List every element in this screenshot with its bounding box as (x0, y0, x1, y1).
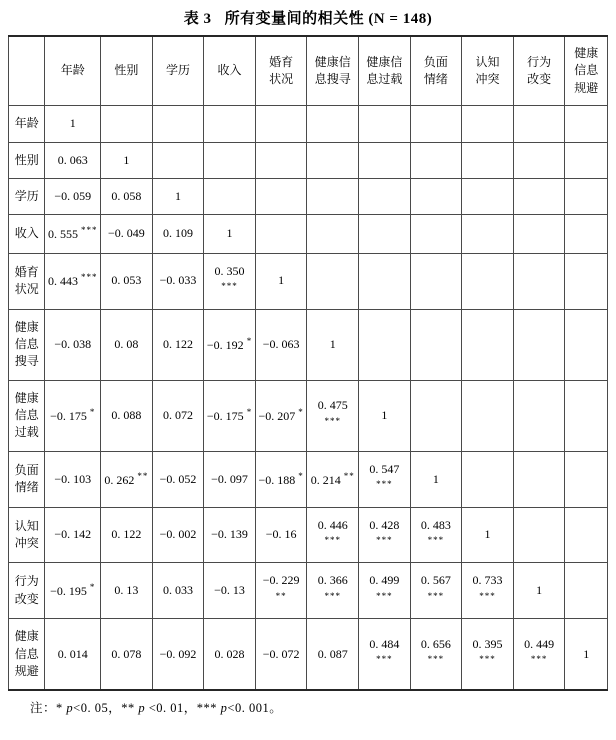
col-header-health-info-overload: 健康信 息过载 (359, 36, 411, 106)
empty-cell (307, 178, 359, 214)
col-header-cognitive-conflict: 认知 冲突 (462, 36, 514, 106)
row-header-cognitive-conflict: 认知 冲突 (9, 507, 45, 563)
significance-stars: *** (376, 654, 393, 665)
correlation-cell: 0. 053 (101, 253, 153, 309)
empty-cell (204, 178, 256, 214)
significance-stars: *** (376, 479, 393, 490)
correlation-cell: 0. 088 (101, 380, 153, 451)
row-header-health-info-seeking: 健康 信息 搜寻 (9, 309, 45, 380)
correlation-cell: −0. 033 (152, 253, 204, 309)
significance-stars: * (298, 407, 304, 418)
correlation-cell: −0. 188 * (255, 451, 307, 507)
row-header-education: 学历 (9, 178, 45, 214)
diagonal-cell: 1 (462, 507, 514, 563)
correlation-cell: 0. 484 *** (359, 619, 411, 691)
empty-cell (565, 507, 608, 563)
correlation-cell: 0. 033 (152, 563, 204, 619)
col-header-gender: 性别 (101, 36, 153, 106)
row-header-health-info-overload: 健康 信息 过载 (9, 380, 45, 451)
table-title-text: 所有变量间的相关性 (N = 148) (224, 11, 433, 27)
empty-cell (307, 142, 359, 178)
correlation-cell: 0. 350 *** (204, 253, 256, 309)
empty-cell (410, 253, 462, 309)
empty-cell (565, 142, 608, 178)
table-row-income (9, 215, 608, 253)
correlation-cell: 0. 483 *** (410, 507, 462, 563)
note-text: <0. 05，** (73, 701, 139, 716)
significance-stars: * (89, 582, 96, 593)
table-row-behavior-change (9, 563, 608, 619)
correlation-cell: 0. 656 *** (410, 619, 462, 691)
col-header-marital-status: 婚育 状况 (255, 36, 307, 106)
table-row-health-info-avoidance (9, 619, 608, 691)
empty-cell (152, 142, 204, 178)
empty-cell (565, 178, 608, 214)
empty-cell (513, 451, 565, 507)
diagonal-cell: 1 (565, 619, 608, 691)
correlation-cell: −0. 192 * (204, 309, 256, 380)
correlation-cell: 0. 214 ** (307, 451, 359, 507)
empty-cell (513, 106, 565, 142)
empty-cell (307, 106, 359, 142)
empty-cell (255, 106, 307, 142)
empty-cell (307, 253, 359, 309)
correlation-cell: 0. 733 *** (462, 563, 514, 619)
correlation-cell: 0. 395 *** (462, 619, 514, 691)
correlation-cell: −0. 092 (152, 619, 204, 691)
empty-cell (359, 178, 411, 214)
correlation-cell: −0. 063 (255, 309, 307, 380)
empty-cell (462, 451, 514, 507)
correlation-cell: −0. 195 * (45, 563, 101, 619)
row-header-income: 收入 (9, 215, 45, 253)
empty-cell (410, 309, 462, 380)
empty-cell (565, 563, 608, 619)
correlation-cell: 0. 13 (101, 563, 153, 619)
empty-cell (255, 178, 307, 214)
note-text: <0. 001。 (227, 701, 283, 716)
correlation-cell: −0. 175 * (45, 380, 101, 451)
table-title (8, 7, 608, 28)
p-symbol: p (66, 701, 74, 716)
correlation-cell: 0. 109 (152, 215, 204, 253)
significance-stars: ** (137, 470, 149, 481)
significance-stars: ** (343, 470, 355, 481)
row-header-negative-emotion: 负面 情绪 (9, 451, 45, 507)
significance-stars: *** (530, 654, 548, 665)
diagonal-cell: 1 (410, 451, 462, 507)
correlation-cell: 0. 499 *** (359, 563, 411, 619)
table-row-age (9, 106, 608, 142)
note-text: <0. 01，*** (145, 701, 221, 716)
p-symbol: p (138, 701, 146, 716)
correlation-cell: −0. 175 * (204, 380, 256, 451)
empty-cell (410, 178, 462, 214)
empty-cell (513, 142, 565, 178)
diagonal-cell: 1 (204, 215, 256, 253)
diagonal-cell: 1 (307, 309, 359, 380)
corner-cell (9, 36, 45, 106)
empty-cell (513, 253, 565, 309)
empty-cell (307, 215, 359, 253)
table-row-negative-emotion (9, 451, 608, 507)
empty-cell (359, 142, 411, 178)
col-header-health-info-seeking: 健康信 息搜寻 (307, 36, 359, 106)
correlation-cell: −0. 038 (45, 309, 101, 380)
table-row-health-info-overload (9, 380, 608, 451)
diagonal-cell: 1 (255, 253, 307, 309)
significance-stars: *** (324, 535, 341, 546)
empty-cell (565, 215, 608, 253)
correlation-cell: 0. 122 (101, 507, 153, 563)
col-header-income: 收入 (204, 36, 256, 106)
empty-cell (513, 507, 565, 563)
diagonal-cell: 1 (45, 106, 101, 142)
significance-stars: *** (376, 590, 393, 601)
correlation-cell: 0. 547 *** (359, 451, 411, 507)
significance-stars: *** (324, 590, 341, 601)
empty-cell (565, 106, 608, 142)
empty-cell (359, 253, 411, 309)
correlation-cell: −0. 103 (45, 451, 101, 507)
empty-cell (359, 309, 411, 380)
table-row-gender (9, 142, 608, 178)
diagonal-cell: 1 (101, 142, 153, 178)
row-header-marital-status: 婚育 状况 (9, 253, 45, 309)
correlation-cell: 0. 567 *** (410, 563, 462, 619)
correlation-cell: 0. 449 *** (513, 619, 565, 691)
col-header-age: 年龄 (45, 36, 101, 106)
correlation-cell: 0. 262 ** (101, 451, 153, 507)
correlation-cell: 0. 063 (45, 142, 101, 178)
row-header-behavior-change: 行为 改变 (9, 563, 45, 619)
header-row (9, 36, 608, 106)
correlation-cell: −0. 097 (204, 451, 256, 507)
col-header-education: 学历 (152, 36, 204, 106)
empty-cell (255, 142, 307, 178)
correlation-cell: 0. 087 (307, 619, 359, 691)
table-row-cognitive-conflict (9, 507, 608, 563)
correlation-cell: 0. 428 *** (359, 507, 411, 563)
correlation-cell: −0. 13 (204, 563, 256, 619)
significance-stars: *** (80, 272, 98, 283)
correlation-cell: −0. 139 (204, 507, 256, 563)
significance-stars: * (298, 470, 304, 481)
significance-stars: *** (324, 415, 341, 426)
table-row-education (9, 178, 608, 214)
empty-cell (410, 106, 462, 142)
significance-stars: *** (427, 590, 445, 601)
row-header-age: 年龄 (9, 106, 45, 142)
correlation-cell: −0. 072 (255, 619, 307, 691)
significance-stars: * (89, 407, 96, 418)
empty-cell (462, 142, 514, 178)
correlation-cell: −0. 049 (101, 215, 153, 253)
empty-cell (462, 309, 514, 380)
empty-cell (359, 106, 411, 142)
significance-stars: *** (479, 590, 496, 601)
p-symbol: p (220, 701, 228, 716)
correlation-cell: 0. 014 (45, 619, 101, 691)
correlation-cell: 0. 555 *** (45, 215, 101, 253)
significance-stars: ** (275, 590, 287, 601)
correlation-cell: −0. 059 (45, 178, 101, 214)
empty-cell (462, 178, 514, 214)
significance-stars: *** (376, 535, 393, 546)
empty-cell (565, 451, 608, 507)
correlation-cell: 0. 028 (204, 619, 256, 691)
significance-stars: *** (427, 535, 445, 546)
significance-stars: * (246, 335, 253, 346)
correlation-cell: 0. 446 *** (307, 507, 359, 563)
empty-cell (462, 380, 514, 451)
significance-stars: *** (80, 225, 98, 236)
correlation-cell: 0. 058 (101, 178, 153, 214)
table-number: 表 3 (183, 11, 212, 27)
significance-stars: * (246, 407, 253, 418)
col-header-health-info-avoidance: 健康 信息 规避 (565, 36, 608, 106)
table-row-marital-status (9, 253, 608, 309)
col-header-negative-emotion: 负面 情绪 (410, 36, 462, 106)
correlation-cell: 0. 078 (101, 619, 153, 691)
empty-cell (513, 215, 565, 253)
empty-cell (565, 253, 608, 309)
empty-cell (513, 178, 565, 214)
correlation-cell: 0. 08 (101, 309, 153, 380)
significance-stars: *** (427, 654, 445, 665)
col-header-behavior-change: 行为 改变 (513, 36, 565, 106)
empty-cell (410, 142, 462, 178)
row-header-gender: 性别 (9, 142, 45, 178)
correlation-cell: 0. 443 *** (45, 253, 101, 309)
empty-cell (462, 106, 514, 142)
diagonal-cell: 1 (359, 380, 411, 451)
empty-cell (513, 380, 565, 451)
empty-cell (513, 309, 565, 380)
correlation-cell: −0. 207 * (255, 380, 307, 451)
empty-cell (204, 106, 256, 142)
empty-cell (255, 215, 307, 253)
table-note (30, 698, 608, 716)
empty-cell (204, 142, 256, 178)
table-row-health-info-seeking (9, 309, 608, 380)
significance-stars: *** (221, 281, 238, 292)
empty-cell (565, 309, 608, 380)
row-header-health-info-avoidance: 健康 信息 规避 (9, 619, 45, 691)
empty-cell (410, 380, 462, 451)
correlation-cell: 0. 366 *** (307, 563, 359, 619)
diagonal-cell: 1 (152, 178, 204, 214)
empty-cell (101, 106, 153, 142)
empty-cell (410, 215, 462, 253)
correlation-cell: −0. 052 (152, 451, 204, 507)
empty-cell (462, 253, 514, 309)
correlation-cell: −0. 002 (152, 507, 204, 563)
correlation-cell: 0. 122 (152, 309, 204, 380)
diagonal-cell: 1 (513, 563, 565, 619)
correlation-cell: −0. 229 ** (255, 563, 307, 619)
correlation-cell: 0. 072 (152, 380, 204, 451)
empty-cell (565, 380, 608, 451)
correlation-cell: −0. 142 (45, 507, 101, 563)
correlation-table (8, 35, 608, 691)
significance-stars: *** (479, 654, 496, 665)
empty-cell (152, 106, 204, 142)
empty-cell (462, 215, 514, 253)
correlation-cell: 0. 475 *** (307, 380, 359, 451)
correlation-cell: −0. 16 (255, 507, 307, 563)
note-text: 注：* (30, 701, 67, 716)
empty-cell (359, 215, 411, 253)
